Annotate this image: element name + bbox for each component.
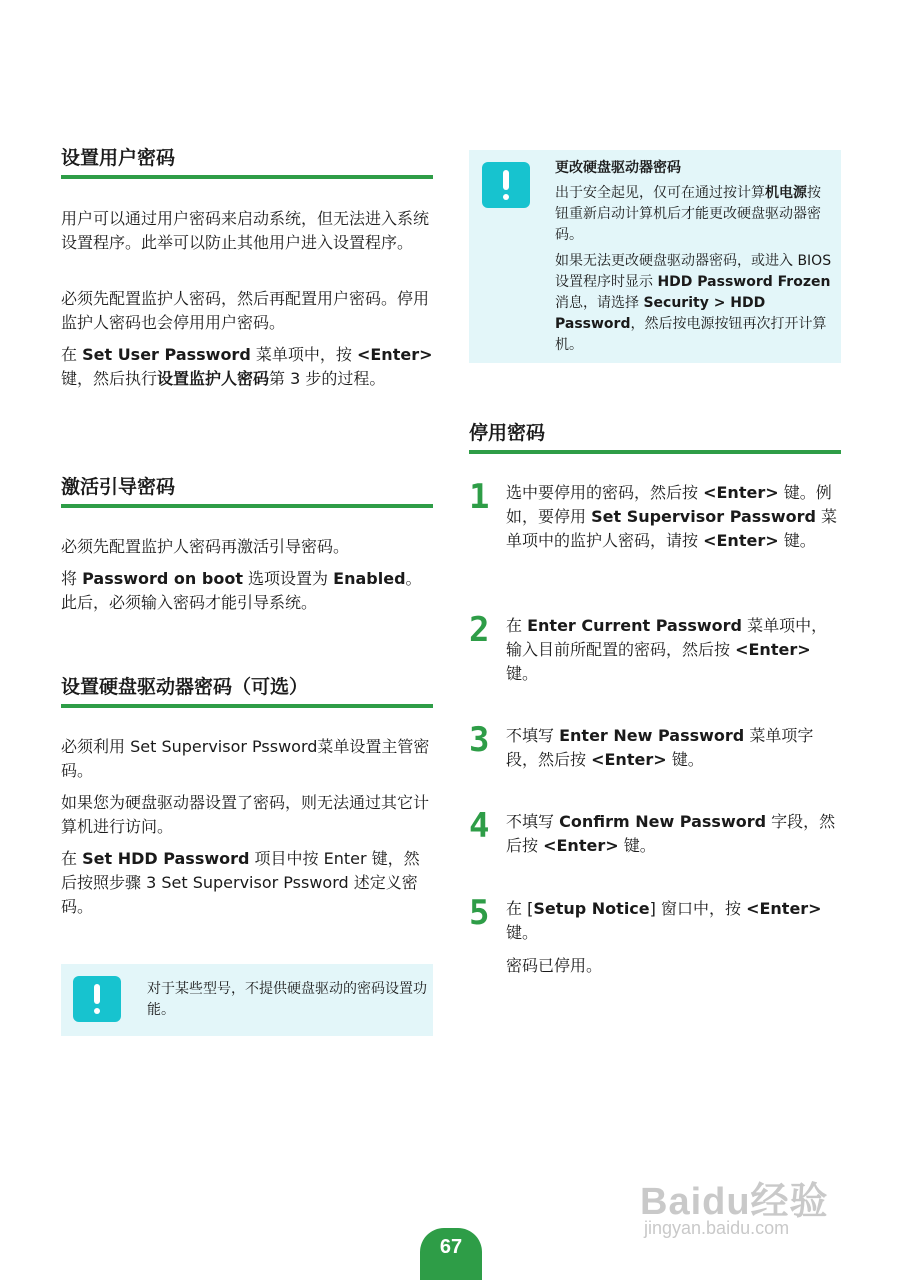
step-number: 5 bbox=[469, 893, 490, 933]
step-number: 2 bbox=[469, 610, 490, 650]
step-number: 3 bbox=[469, 720, 490, 760]
hdd-password-paragraph-1: 必须利用 Set Supervisor Pssword菜单设置主管密码。 bbox=[61, 737, 430, 780]
note-paragraph-1: 出于安全起见，仅可在通过按计算机电源按钮重新启动计算机后才能更改硬盘驱动器密码。 bbox=[555, 185, 821, 243]
step-result-text: 密码已停用。 bbox=[506, 956, 603, 975]
boot-password-paragraph-2: 将 Password on boot 选项设置为 Enabled。此后，必须输入密码才能引导系统。 bbox=[61, 569, 422, 612]
watermark-logo: Baidu经验 bbox=[640, 1181, 829, 1223]
hdd-password-paragraph-2: 如果您为硬盘驱动器设置了密码，则无法通过其它计算机进行访问。 bbox=[61, 793, 430, 836]
section-title-boot-password: 激活引导密码 bbox=[61, 475, 433, 508]
watermark-url: jingyan.baidu.com bbox=[644, 1218, 790, 1238]
step-number: 1 bbox=[469, 477, 490, 517]
step-text: 在 Enter Current Password 菜单项中，输入目前所配置的密码，然后按 <Enter> 键。 bbox=[506, 616, 828, 683]
section-title-user-password: 设置用户密码 bbox=[61, 146, 433, 179]
note-box-hdd-unsupported bbox=[61, 964, 433, 1036]
exclamation-icon bbox=[482, 162, 530, 208]
user-password-paragraph-2: 必须先配置监护人密码，然后再配置用户密码。停用监护人密码也会停用用户密码。 bbox=[61, 289, 430, 332]
boot-password-paragraph-1: 必须先配置监护人密码再激活引导密码。 bbox=[61, 537, 350, 556]
note-text: 对于某些型号，不提供硬盘驱动的密码设置功能。 bbox=[147, 981, 427, 1018]
baidu-watermark bbox=[640, 1150, 850, 1245]
section-title-hdd-password: 设置硬盘驱动器密码（可选） bbox=[61, 675, 433, 708]
hdd-password-paragraph-3: 在 Set HDD Password 项目中按 Enter 键，然后按照步骤 3 Set Supervisor Pssword 述定义密码。 bbox=[61, 849, 420, 916]
step-text: 不填写 Confirm New Password 字段，然后按 <Enter> 键。 bbox=[506, 812, 836, 855]
note-box-change-hdd-password bbox=[469, 150, 841, 363]
note-paragraph-2: 如果无法更改硬盘驱动器密码，或进入 BIOS 设置程序时显示 HDD Password Frozen 消息，请选择 Security > HDD Password，然后按电源按钮再次打开计算机。 bbox=[555, 253, 832, 353]
user-password-paragraph-3: 在 Set User Password 菜单项中，按 <Enter> 键，然后执行设置监护人密码第 3 步的过程。 bbox=[61, 345, 433, 388]
user-password-paragraph-1: 用户可以通过用户密码来启动系统，但无法进入系统设置程序。此举可以防止其他用户进入设置程序。 bbox=[61, 209, 430, 252]
step-text: 在 [Setup Notice] 窗口中，按 <Enter> 键。 bbox=[506, 899, 822, 942]
step-text: 不填写 Enter New Password 菜单项字段，然后按 <Enter> 键。 bbox=[506, 726, 814, 769]
step-text: 选中要停用的密码，然后按 <Enter> 键。例如，要停用 Set Supervisor Password 菜单项中的监护人密码，请按 <Enter> 键。 bbox=[506, 483, 838, 550]
exclamation-icon bbox=[73, 976, 121, 1022]
page-number: 67 bbox=[420, 1228, 482, 1280]
note-title: 更改硬盘驱动器密码 bbox=[555, 160, 681, 176]
step-number: 4 bbox=[469, 806, 490, 846]
section-title-disable-password: 停用密码 bbox=[469, 421, 841, 454]
